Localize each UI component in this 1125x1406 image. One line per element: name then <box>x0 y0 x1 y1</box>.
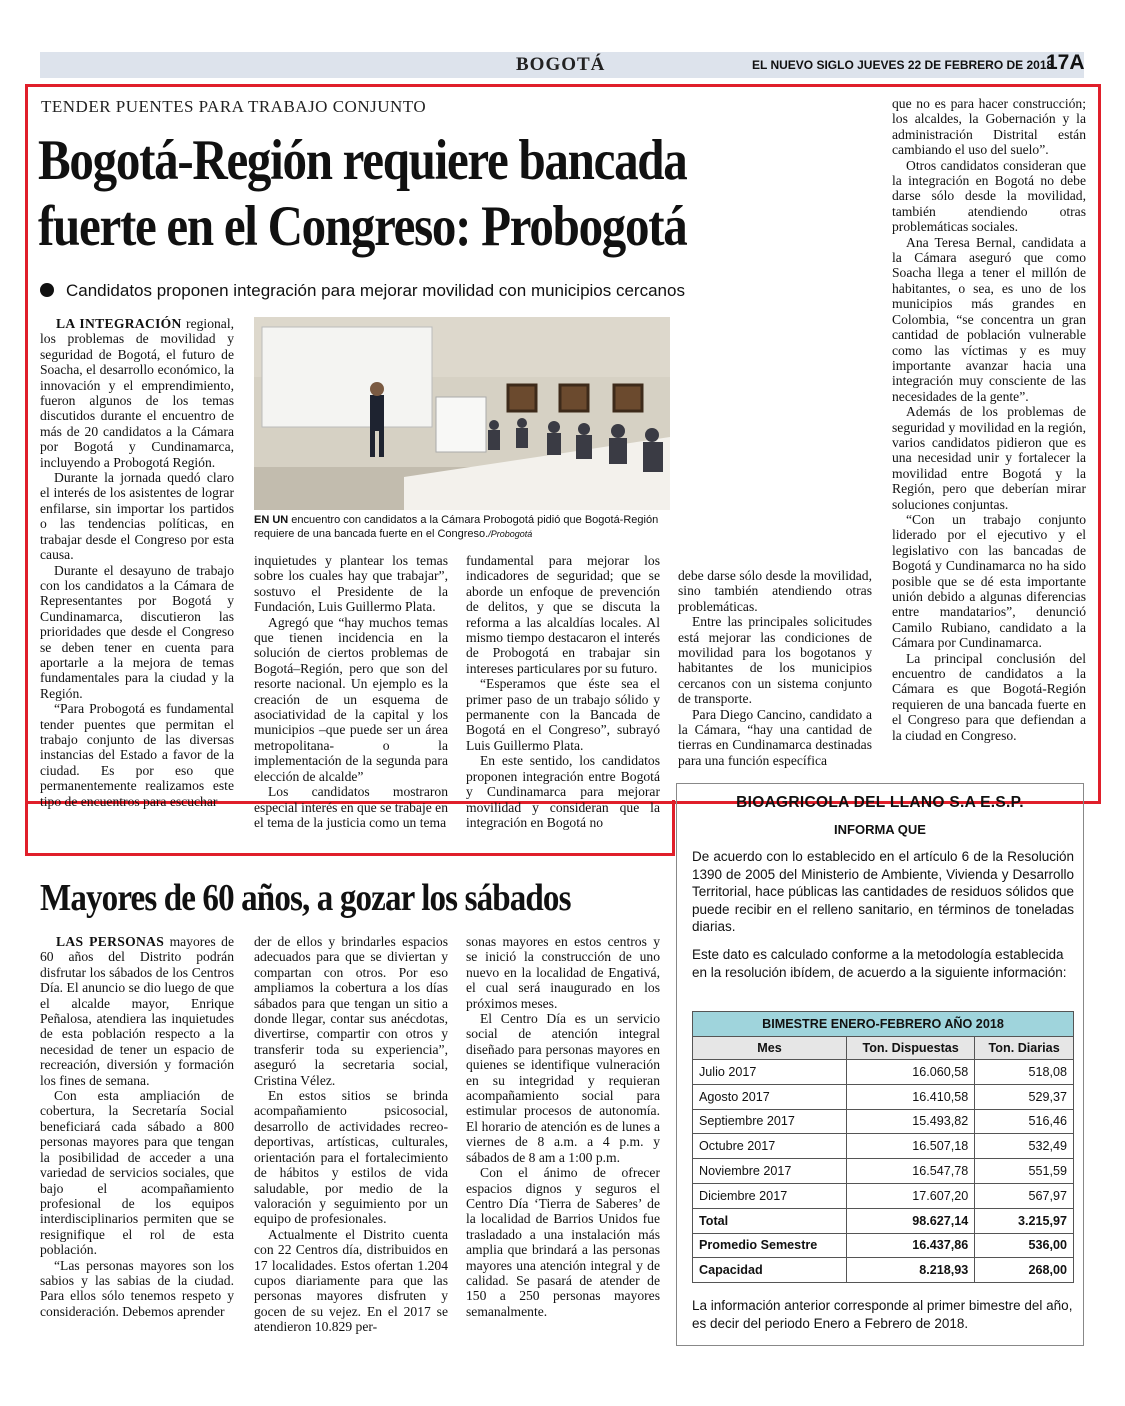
article-photo <box>254 317 670 510</box>
article-headline: Bogotá-Región requiere bancada fuerte en el Congreso: Probogotá <box>38 129 687 258</box>
bullet-icon <box>40 283 54 297</box>
table-band-title: BIMESTRE ENERO-FEBRERO AÑO 2018 <box>693 1012 1074 1037</box>
article1-column-1: LA INTEGRACIÓN regional, los problemas de movilidad y seguridad de Bogotá, el futuro de Soacha, el desarrollo económico, la innovación y el emprendimiento, fueron algunos de los temas discutidos durante el encuentro de más de 20 candidatos a la Cámara por Bogotá y Cundinamarca, incluyendo a Probogotá Región. Durante la jornada quedó claro el interés de los asistentes de lograr enfilarse, sin importar los partidos o las tendencias políticas, en trabajar desde el Congreso por esta causa. Durante el desayuno de trabajo con los candidatos a la Cámara de Representantes por Bogotá y Cundinamarca, discutieron las prioridades que desde el Congreso se deben tener en cuenta para aportarle a la mejora de temas fundamentales para la ciudad y la Región. “Para Probogotá es fundamental tender puentes que permitan el trabajo conjunto de las diversas instancias del Estado a favor de la ciudad. Es por eso que permanentemente realizamos este tipo de encuentros para escuchar <box>40 316 234 809</box>
ad-paragraph-1: De acuerdo con lo establecido en el artículo 6 de la Resolución 1390 de 2005 del Ministerio de Ambiente, Vivienda y Desarrollo Territorial, hace públicas las cantidades de residuos sólidos que puede recibir en el relleno sanitario, en términos de toneladas diarias. <box>692 849 1074 934</box>
table-row: Diciembre 2017 17.607,20 567,97 <box>693 1183 1074 1208</box>
article2-column-1: LAS PERSONAS mayores de 60 años del Distrito podrán disfrutar los sábados de los Centros Día. El anuncio se dio luego de que el alcalde mayor, Enrique Peñalosa, atendiera las inquietudes de esta población respecto a la necesidad de tener un espacio de recreación, diversión y formación los fines de semana. Con esta ampliación de cobertura, la Secretaría Social beneficiará cada sábado a 800 personas mayores para que tengan la posibilidad de acceder a una variedad de servicios sociales, que bajo el acompañamiento profesional de los equipos interdisciplinarios permiten que se resignifique el rol de esta población. “Las personas mayores son los sabios y las sabias de la ciudad. Para ellos sólo tenemos respeto y consideración. Debemos aprender <box>40 934 234 1319</box>
col-header-mes: Mes <box>693 1037 847 1060</box>
paper-date: EL NUEVO SIGLO JUEVES 22 DE FEBRERO DE 2018 <box>752 58 1054 72</box>
table-row-capacidad: Capacidad 8.218,93 268,00 <box>693 1258 1074 1283</box>
tonnage-table <box>692 1011 1074 1283</box>
ad-paragraph-2: Este dato es calculado conforme a la metodología establecida en la resolución ibídem, de acuerdo a la siguiente información: <box>692 947 1067 980</box>
ad-subtitle: INFORMA QUE <box>834 822 926 837</box>
table-row: Octubre 2017 16.507,18 532,49 <box>693 1134 1074 1159</box>
table-row-promedio: Promedio Semestre 16.437,86 536,00 <box>693 1233 1074 1258</box>
article1-column-5: que no es para hacer construcción; los alcaldes, la Gobernación y la administración Distrital están cambiando el uso del suelo”. Otros candidatos consideran que la integración en Bogotá no debe darse sólo desde la movilidad, también atendiendo otras problemáticas sociales. Ana Teresa Bernal, candidata a la Cámara aseguró que como Soacha llega a tener el millón de habitantes, o sea, es uno de los municipios más grandes en Colombia, “se concentra un gran cantidad de población vulnerable como las víctimas y es muy importante avanzar hacia una integración muy consciente de las necesidades de la gente”. Además de los problemas de seguridad y movilidad en la región, varios candidatos pidieron que es una necesidad unir y fortalecer la movilidad entre Bogotá y la Región, pero que deberían mirar soluciones conjuntas. “Con un trabajo conjunto liderado por el ejecutivo y el legislativo con las bancadas de Bogotá y Cundinamarca no ha sido posible que se dé esta importante unión debido a algunas diferencias entre mandatarios”, denunció Camilo Rubiano, candidato a la Cámara por Cundinamarca. La principal conclusión del encuentro de candidatos a la Cámara es que Bogotá-Región requieren de una bancada fuerte en el Congreso para que defiendan a la ciudad en Congreso. <box>892 96 1086 743</box>
page-number: 17A <box>1046 51 1085 74</box>
table-row: Julio 2017 16.060,58 518,08 <box>693 1060 1074 1085</box>
article2-headline: Mayores de 60 años, a gozar los sábados <box>40 877 571 919</box>
meeting-photo-illustration <box>254 317 670 510</box>
ad-footer: La información anterior corresponde al primer bimestre del año, es decir del periodo Enero a Febrero de 2018. <box>692 1298 1073 1331</box>
article-kicker: TENDER PUENTES PARA TRABAJO CONJUNTO <box>41 97 427 116</box>
col-header-dispuestas: Ton. Dispuestas <box>847 1037 975 1060</box>
photo-caption: EN UN encuentro con candidatos a la Cámara Probogotá pidió que Bogotá-Región requiere de una bancada fuerte en el Congreso./Probogotá <box>254 514 659 540</box>
table-row: Septiembre 2017 15.493,82 516,46 <box>693 1109 1074 1134</box>
article2-column-3: sonas mayores en estos centros y se inició la construcción de uno nuevo en la localidad de Engativá, el cual será inaugurado en los próximos meses. El Centro Día es un servicio social de atención integral diseñado para personas mayores en quienes se identifique vulneración en su integridad y requieran acompañamiento social para estimular procesos de autonomía. El horario de atención es de lunes a viernes de 8 a.m. a 4 p.m. y sábados de 8 am a 1:00 p.m. Con el ánimo de ofrecer espacios dignos y seguros el Centro Día ‘Tierra de Saberes’ de la localidad de Barrios Unidos fue trasladado a una instalación más amplia que brindará a las personas mayores una atención integral y de calidad. Se pasará de atender de 150 a 250 personas mayores semanalmente. <box>466 934 660 1319</box>
ad-title: BIOAGRICOLA DEL LLANO S.A E.S.P. <box>736 794 1024 811</box>
col-header-diarias: Ton. Diarias <box>975 1037 1074 1060</box>
article-subhead: Candidatos proponen integración para mejorar movilidad con municipios cercanos <box>40 281 685 301</box>
table-row: Agosto 2017 16.410,58 529,37 <box>693 1084 1074 1109</box>
table-row: Noviembre 2017 16.547,78 551,59 <box>693 1159 1074 1184</box>
article1-column-4: debe darse sólo desde la movilidad, sino también atendiendo otras problemáticas. Entre las principales solicitudes está mejorar las condiciones de movilidad para los bogotanos y habitantes de los municipios cercanos con un sistema conjunto de transporte. Para Diego Cancino, candidato a la Cámara, “hay una cantidad de tierras en Cundinamarca destinadas para una función específica <box>678 568 872 768</box>
article1-column-3: fundamental para mejorar los indicadores de seguridad; que se aborde un enfoque de prevención de delitos, y que se discuta la reforma a las alcaldías locales. Al mismo tiempo destacaron el interés de Probogotá en trabajar sin intereses particulares por su futuro. “Esperamos que éste sea el primer paso de un trabajo sólido y permanente con la Bancada de Bogotá en el Congreso”, subrayó Luis Guillermo Plata. En este sentido, los candidatos proponen integración entre Bogotá y Cundinamarca para mejorar movilidad y consideran que la integración en Bogotá no <box>466 553 660 830</box>
section-name: BOGOTÁ <box>516 54 606 75</box>
article1-column-2: inquietudes y plantear los temas sobre los cuales hay que trabajar”, sostuvo el Presidente de la Fundación, Luis Guillermo Plata. Agregó que “hay muchos temas que tienen incidencia en la solución de ciertos problemas de Bogotá–Región, pero que son del resorte nacional. Un ejemplo es la creación de un esquema de asociatividad de la capital y los municipios –que puede ser un área metropolitana- o la implementación de la segunda para elección de alcalde” Los candidatos mostraron especial interés en que se trabaje en el tema de la justicia como un tema <box>254 553 448 830</box>
legal-notice-ad <box>676 783 1084 1346</box>
table-row-total: Total 98.627,14 3.215,97 <box>693 1208 1074 1233</box>
article2-column-2: der de ellos y brindarles espacios adecuados para que se diviertan y compartan con otros. Por eso ampliamos la cobertura a los días sábados para que tengan un sitio a donde llegar, contar sus anécdotas, divertirse, compartir con otros y transferir toda su experiencia”, aseguró la secretaria social, Cristina Vélez. En estos sitios se brinda acompañamiento psicosocial, desarrollo de actividades recreo-deportivas, artísticas, culturales, orientación para el fortalecimiento de hábitos y estilos de vida saludable, por medio de la valoración y seguimiento por un equipo de profesionales. Actualmente el Distrito cuenta con 22 Centros día, distribuidos en 17 localidades. Estos ofertan 1.204 cupos diariamente para que las personas mayores disfruten y gocen de su vejez. En el 2017 se atendieron 10.829 per- <box>254 934 448 1335</box>
